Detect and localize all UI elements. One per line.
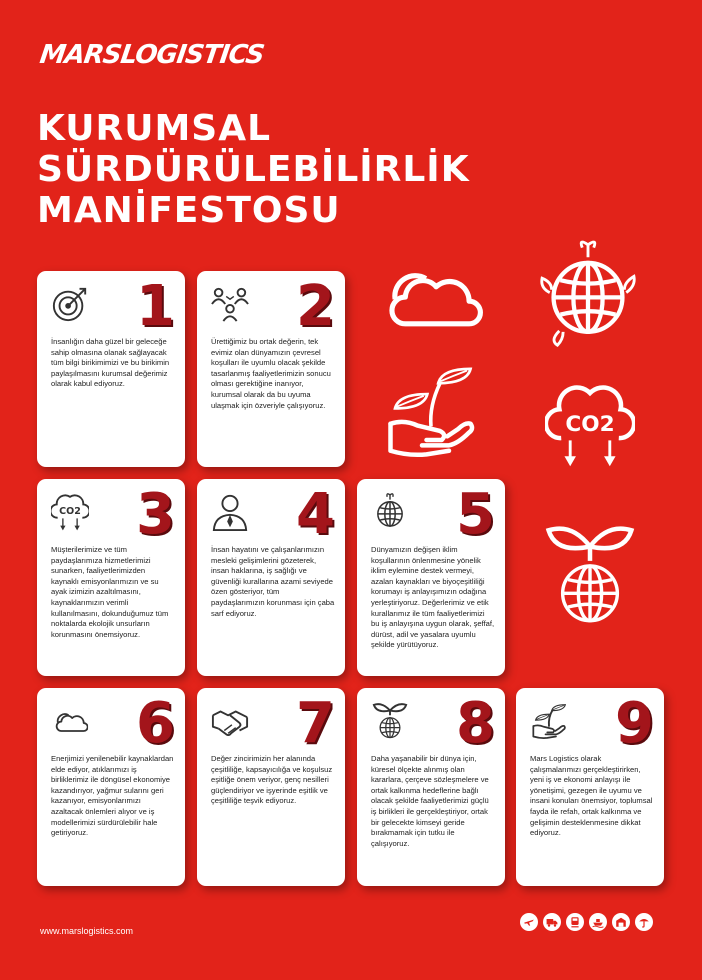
- sea-icon: [589, 913, 607, 931]
- manifesto-card-2: [197, 271, 345, 467]
- road-icon: [543, 913, 561, 931]
- card-number: 9: [615, 691, 654, 756]
- manifesto-card-7: [197, 688, 345, 886]
- card-number: 1: [136, 274, 175, 339]
- rail-icon: [566, 913, 584, 931]
- co2-cloud-icon: [545, 382, 635, 477]
- card-text: Dünyamızın değişen iklim koşullarının önlenmesine yönelik iklim eylemine destek vermeyi, azalan kaynakları ve biyoçeşitliliği korumayı iş anlayışımızın odağına yerleştiriyoruz. Değerlerimiz ve etik kurallarımız ile tüm faaliyetlerimizi bu iş anlayışına uygun olarak, şeffaf, dürüst, adil ve yasalara uyumlu şekilde yürütüyoruz.: [371, 545, 495, 650]
- card-number: 3: [136, 482, 175, 547]
- card-text: Enerjimizi yenilenebilir kaynaklardan elde ediyor, atıklarımızı iş birliklerimiz ile döngüsel ekonomiye kazandırıyor, yağmur sularını geri kazanıyor, emisyonlarımızı azaltacak önlemleri alıyor ve iş modellerimizi sürdürülebilir hale getiriyoruz.: [51, 754, 174, 838]
- manifesto-card-8: [357, 688, 505, 886]
- card-number: 8: [456, 691, 495, 756]
- manifesto-card-1: [37, 271, 185, 467]
- card-number: 6: [136, 691, 175, 756]
- globe-leaves-icon: [540, 240, 636, 350]
- manifesto-card-9: [516, 688, 664, 886]
- co2-label: CO2: [59, 505, 81, 517]
- globe-leaves-icon: [371, 493, 409, 531]
- hand-plant-icon: [530, 702, 568, 740]
- card-text: Ürettiğimiz bu ortak değerin, tek evimiz olan dünyamızın çevresel koşulları ile uyumlu olacak şekilde tasarlanmış faaliyetlerimizin sonucu olması gerektiğine inanıyor, kurumsal olarak da bu uyuma ulaşmak için özveriyle çalışıyoruz.: [211, 337, 331, 410]
- card-text: Değer zincirimizin her alanında çeşitliliğe, kapsayıcılığa ve koşulsuz eşitliğe önem veriyor, genç nesilleri güçlendiriyor ve işyerinde eşitlik ve çeşitliliğe teşvik ediyoruz.: [211, 754, 333, 806]
- person-icon: [211, 493, 249, 531]
- target-icon: [51, 285, 89, 323]
- manifesto-card-4: [197, 479, 345, 676]
- card-text: İnsan hayatını ve çalışanlarımızın mesleki gelişimlerini gözeterek, insan haklarına, iş sağlığı ve güvenliği kurallarına azami seviyede özen gösteriyor, tüm paydaşlarımızın korunması için çaba sarf ediyoruz.: [211, 545, 335, 618]
- card-number: 4: [296, 482, 335, 547]
- card-text: İnsanlığın daha güzel bir geleceğe sahip olmasına olanak sağlayacak tüm bilgi birikimimizi ve bu birikimin paylaşılmasını kurumsal değerimiz olarak kabul ediyoruz.: [51, 337, 170, 389]
- air-icon: [520, 913, 538, 931]
- manifesto-card-5: [357, 479, 505, 676]
- manifesto-card-3: [37, 479, 185, 676]
- title-line-3: MANİFESTOSU: [37, 190, 341, 231]
- brand-logo: MARSLOGISTICS: [37, 40, 266, 70]
- card-text: Müşterilerimize ve tüm paydaşlarımıza hizmetlerimizi sunarken, faaliyetlerimizden kaynaklı emisyonlarımızın ve su ayak izimizin azaltılmasını, kaynaklarımızın verimli kullanılmasını, dokunduğumuz tüm noktalarda ekolojik unsurların korunmasını önemsiyoruz.: [51, 545, 169, 639]
- card-text: Daha yaşanabilir bir dünya için, küresel ölçekte alınmış olan kararlara, çerçeve sözleşmelere ve ortak kalkınma hedeflerine bağlı olacak şekilde faaliyetlerimizi güçlü iş birlikleri ile gerçekleştiriyor, ortak bir gelecekte kimseyi geride bırakmamak için tutku ile çalışıyoruz.: [371, 754, 489, 848]
- warehouse-icon: [612, 913, 630, 931]
- handshake-icon: [211, 702, 249, 740]
- card-number: 2: [296, 274, 335, 339]
- card-number: 5: [456, 482, 495, 547]
- card-number: 7: [296, 691, 335, 756]
- cloud-sun-icon: [372, 258, 488, 330]
- globe-sprout-icon: [545, 523, 635, 633]
- customs-icon: [635, 913, 653, 931]
- page-title: [37, 108, 470, 231]
- globe-sprout-icon: [371, 702, 409, 740]
- service-icons: [520, 913, 653, 931]
- team-icon: [211, 285, 249, 323]
- title-line-1: KURUMSAL: [37, 108, 272, 149]
- hand-plant-icon: [386, 365, 476, 460]
- title-line-2: SÜRDÜRÜLEBİLİRLİK: [37, 149, 470, 190]
- manifesto-card-6: [37, 688, 185, 886]
- cloud-sun-icon: [51, 702, 89, 740]
- co2-label: CO2: [565, 411, 615, 437]
- website-url[interactable]: www.marslogistics.com: [40, 926, 134, 936]
- card-text: Mars Logistics olarak çalışmalarımızı gerçekleştirirken, yeni iş ve ekonomi anlayışı ile yönetişimi, gezegen ile uyumu ve insani konuları önemsiyor, toplumsal fayda ile refah, ortak kalkınma ve gelişimin desteklenmesine dikkat ediyoruz.: [530, 754, 653, 838]
- co2-cloud-icon: [51, 493, 89, 531]
